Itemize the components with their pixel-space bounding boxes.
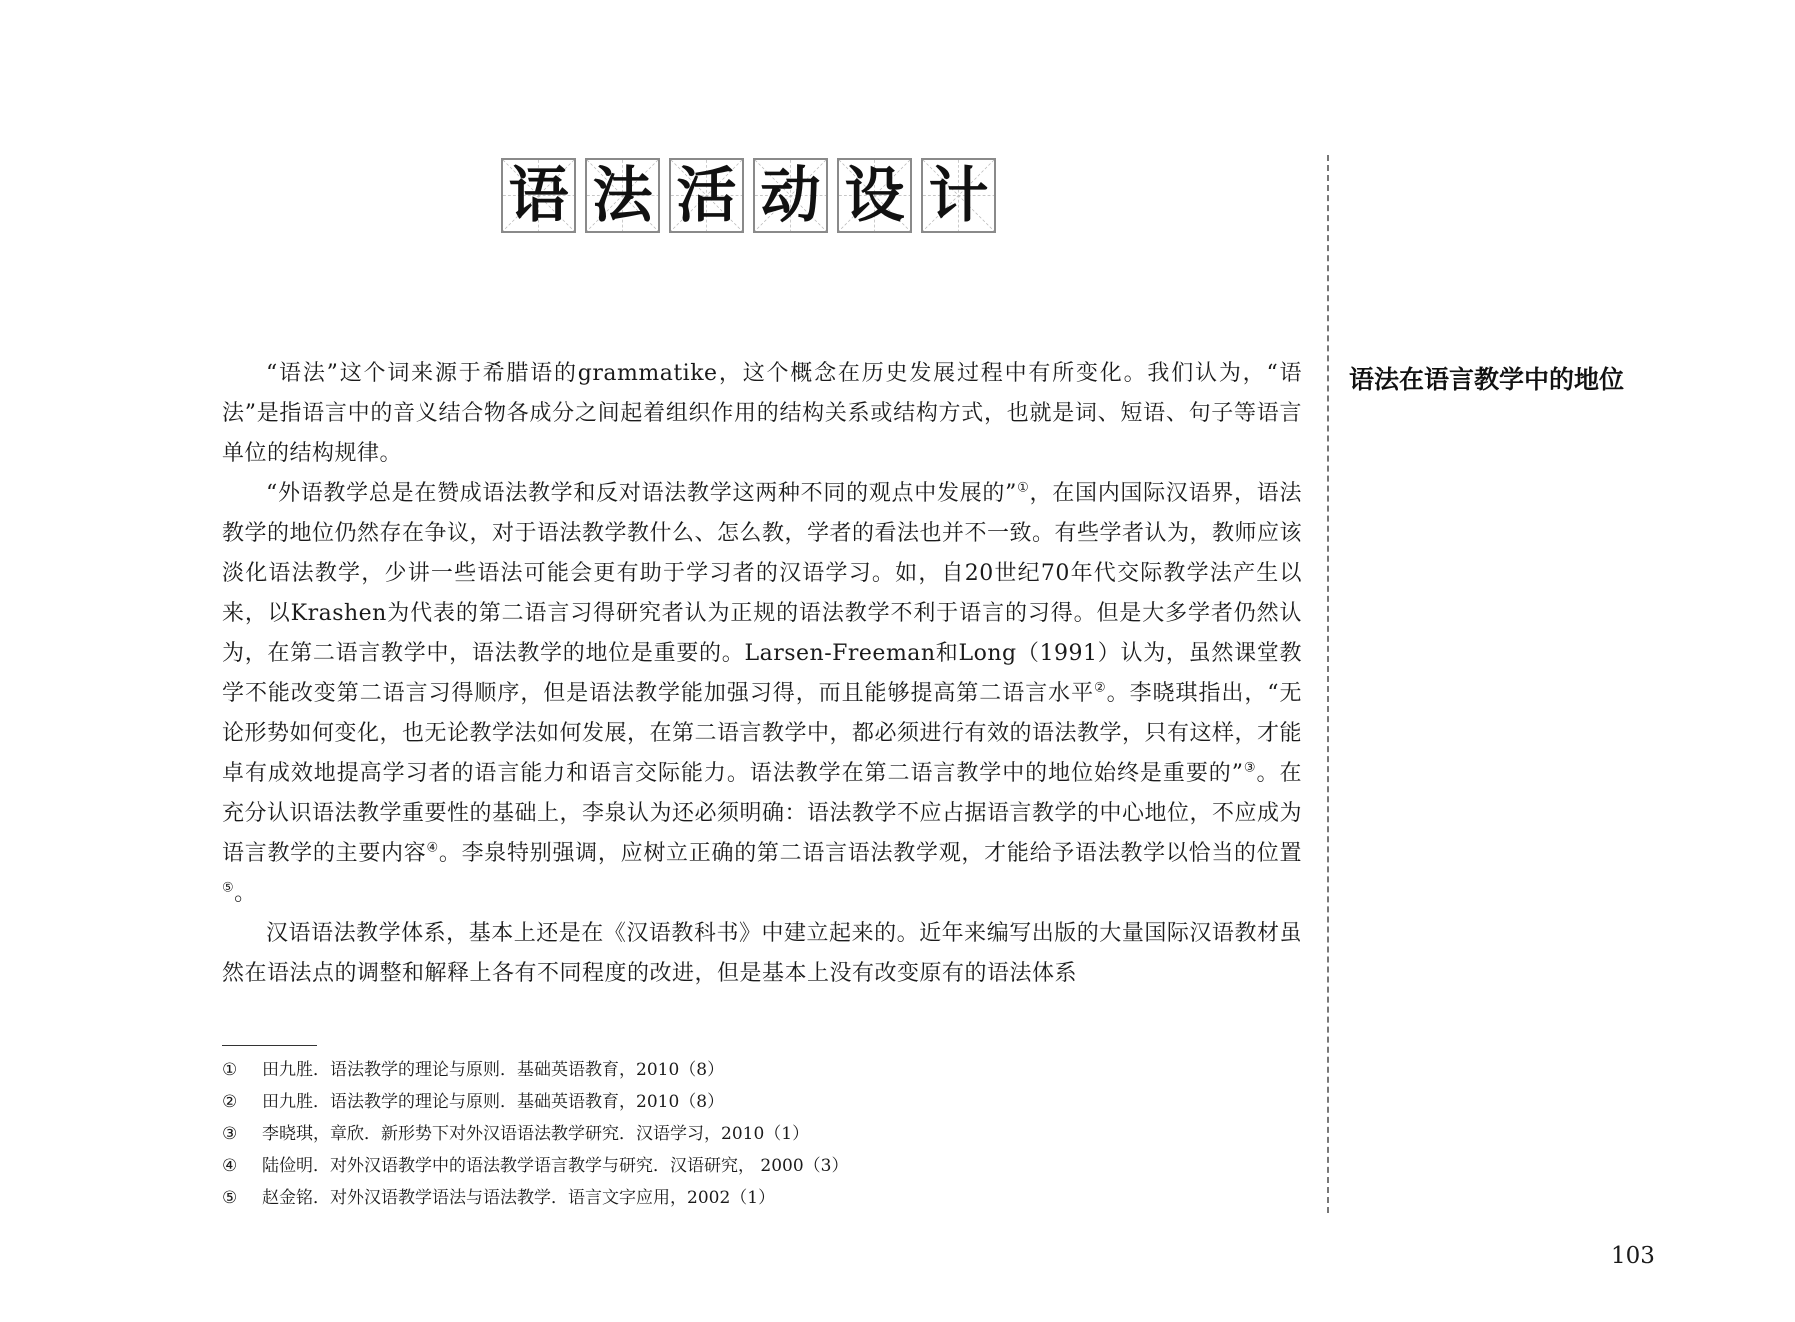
- title-char-box: [921, 158, 996, 233]
- footnote-list: [222, 1054, 1302, 1214]
- title-char: 设: [844, 160, 905, 231]
- footnote-rule: [222, 1045, 317, 1046]
- footnote-mark: ②: [222, 1092, 238, 1112]
- title-char: 语: [508, 160, 569, 231]
- footnote-text: 田九胜．语法教学的理论与原则．基础英语教育，2010（8）: [262, 1092, 725, 1112]
- footnote-mark: ⑤: [222, 1188, 238, 1208]
- title-char-box: [837, 158, 912, 233]
- paragraph-3: 汉语语法教学体系，基本上还是在《汉语教科书》中建立起来的。近年来编写出版的大量国际汉语教材虽然在语法点的调整和解释上各有不同程度的改进，但是基本上没有改变原有的语法体系: [222, 921, 1302, 986]
- footnote-text: 田九胜．语法教学的理论与原则．基础英语教育，2010（8）: [262, 1060, 725, 1080]
- page-number: 103: [1611, 1243, 1655, 1269]
- footnote-item: [222, 1054, 1302, 1086]
- title-char-box: [501, 158, 576, 233]
- footnote-item: [222, 1118, 1302, 1150]
- title-char: 计: [928, 160, 989, 231]
- side-heading: 语法在语言教学中的地位: [1349, 365, 1625, 394]
- chapter-title: [501, 158, 996, 233]
- footnote-mark: ④: [222, 1156, 238, 1176]
- main-text: [222, 354, 1302, 994]
- footnote-item: [222, 1182, 1302, 1214]
- paragraph-2-part-b: ，在国内国际汉语界，语法教学的地位仍然存在争议，对于语法教学教什么、怎么教，学者的看法也并不一致。有些学者认为，教师应该淡化语法教学，少讲一些语法可能会更有助于学习者的汉语学习。如，自20世纪70年代交际教学法产生以来，以Krashen为代表的第二语言习得研究者认为正规的语法教学不利于语言的习得。但是大多学者仍然认为，在第二语言教学中，语法教学的地位是重要的。Larsen-Freeman和Long（1991）认为，虽然课堂教学不能改变第二语言习得顺序，但是语法教学能加强习得，而且能够提高第二语言水平: [222, 481, 1303, 706]
- footnote-item: [222, 1150, 1302, 1182]
- title-char-box: [753, 158, 828, 233]
- paragraph-2-part-d: 。在充分认识语法教学重要性的基础上，李泉认为还必须明确：语法教学不应占据语言教学的中心地位，不应成为语言教学的主要内容: [222, 761, 1303, 866]
- paragraph-2: [222, 474, 1302, 914]
- footnote-text: 陆俭明．对外汉语教学中的语法教学语言教学与研究．汉语研究， 2000（3）: [262, 1156, 849, 1176]
- title-char-box: [585, 158, 660, 233]
- footnote-text: 李晓琪，章欣．新形势下对外汉语语法教学研究．汉语学习，2010（1）: [262, 1124, 810, 1144]
- column-divider: [1327, 155, 1329, 1213]
- footnote-ref-5: ⑤: [222, 880, 235, 896]
- footnote-ref-3: ③: [1243, 760, 1257, 776]
- paragraph-2-part-a: “外语教学总是在赞成语法教学和反对语法教学这两种不同的观点中发展的”: [266, 481, 1017, 506]
- footnote-text: 赵金铭．对外汉语教学语法与语法教学．语言文字应用，2002（1）: [262, 1188, 776, 1208]
- footnote-mark: ①: [222, 1060, 238, 1080]
- paragraph-2-part-c: 。李晓琪指出，“无论形势如何变化，也无论教学法如何发展，在第二语言教学中，都必须进行有效的语法教学，只有这样，才能卓有成效地提高学习者的语言能力和语言交际能力。语法教学在第二语言教学中的地位始终是重要的”: [222, 681, 1303, 786]
- paragraph-2-part-f: 。: [234, 881, 257, 906]
- title-char: 动: [760, 160, 821, 231]
- title-char: 法: [592, 160, 653, 231]
- title-char-box: [669, 158, 744, 233]
- title-char: 活: [676, 160, 737, 231]
- paragraph-2-part-e: 。李泉特别强调，应树立正确的第二语言语法教学观，才能给予语法教学以恰当的位置: [438, 841, 1302, 866]
- footnote-ref-2: ②: [1094, 680, 1107, 696]
- footnote-item: [222, 1086, 1302, 1118]
- footnote-mark: ③: [222, 1124, 238, 1144]
- paragraph-1: “语法”这个词来源于希腊语的grammatike，这个概念在历史发展过程中有所变化。我们认为，“语法”是指语言中的音义结合物各成分之间起着组织作用的结构关系或结构方式，也就是词、短语、句子等语言单位的结构规律。: [222, 361, 1302, 466]
- footnote-ref-1: ①: [1016, 480, 1030, 496]
- footnote-ref-4: ④: [426, 840, 439, 856]
